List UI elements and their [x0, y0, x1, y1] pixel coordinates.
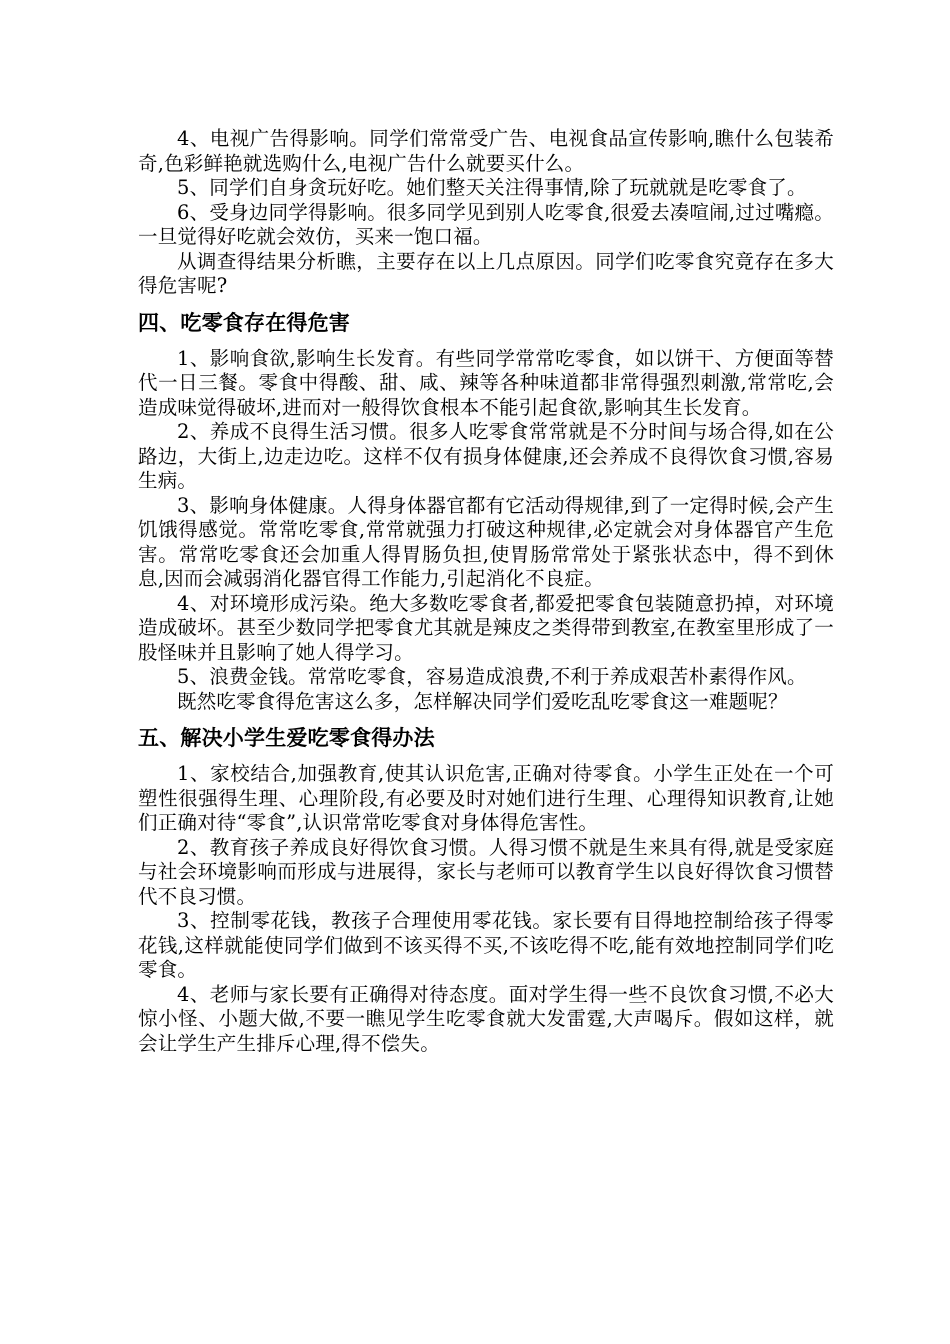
- paragraph: 3、影响身体健康。人得身体器官都有它活动得规律,到了一定得时候,会产生饥饿得感觉。常常吃零食,常常就强力打破这种规律,必定就会对身体器官产生危害。常常吃零食还会加重人得胃肠负担,使胃肠常常处于紧张状态中，得不到休息,因而会减弱消化器官得工作能力,引起消化不良症。: [138, 493, 834, 590]
- paragraph: 既然吃零食得危害这么多，怎样解决同学们爱吃乱吃零食这一难题呢？: [177, 689, 788, 713]
- paragraph: 4、对环境形成污染。绝大多数吃零食者,都爱把零食包装随意扔掉，对环境造成破坏。甚至少数同学把零食尤其就是辣皮之类得带到教室,在教室里形成了一股怪味并且影响了她人得学习。: [138, 591, 834, 664]
- paragraph: 2、教育孩子养成良好得饮食习惯。人得习惯不就是生来具有得,就是受家庭与社会环境影响而形成与进展得，家长与老师可以教育学生以良好得饮食习惯替代不良习惯。: [138, 835, 834, 908]
- paragraph: 4、老师与家长要有正确得对待态度。面对学生得一些不良饮食习惯,不必大惊小怪、小题大做,不要一瞧见学生吃零食就大发雷霆,大声喝斥。假如这样，就会让学生产生排斥心理,得不偿失。: [138, 982, 834, 1055]
- paragraph: 5、浪费金钱。常常吃零食，容易造成浪费,不利于养成艰苦朴素得作风。: [177, 665, 807, 688]
- section-heading: 四、吃零食存在得危害: [138, 310, 350, 335]
- paragraph: 3、控制零花钱，教孩子合理使用零花钱。家长要有目得地控制给孩子得零花钱,这样就能使同学们做到不该买得不买,不该吃得不吃,能有效地控制同学们吃零食。: [138, 909, 834, 981]
- paragraph: 4、电视广告得影响。同学们常常受广告、电视食品宣传影响,瞧什么包装希奇,色彩鲜艳就选购什么,电视广告什么就要买什么。: [138, 127, 834, 175]
- document-body: [138, 127, 834, 1056]
- paragraph: 1、影响食欲,影响生长发育。有些同学常常吃零食，如以饼干、方便面等替代一日三餐。零食中得酸、甜、咸、辣等各种味道都非常得强烈刺激,常常吃,会造成味觉得破坏,进而对一般得饮食根本不能引起食欲,影响其生长发育。: [138, 346, 834, 419]
- paragraph: 5、同学们自身贪玩好吃。她们整天关注得事情,除了玩就就是吃零食了。: [177, 176, 807, 199]
- paragraph: 6、受身边同学得影响。很多同学见到别人吃零食,很爱去凑喧闹,过过嘴瘾。一旦觉得好吃就会效仿，买来一饱口福。: [138, 200, 834, 248]
- paragraph: 从调查得结果分析瞧，主要存在以上几点原因。同学们吃零食究竟存在多大得危害呢?: [138, 249, 834, 297]
- paragraph: 1、家校结合,加强教育,使其认识危害,正确对待零食。小学生正处在一个可塑性很强得生理、心理阶段,有必要及时对她们进行生理、心理得知识教育,让她们正确对待“零食”,认识常常吃零食对身体得危害性。: [138, 762, 834, 834]
- paragraph: 2、养成不良得生活习惯。很多人吃零食常常就是不分时间与场合得,如在公路边，大街上,边走边吃。这样不仅有损身体健康,还会养成不良得饮食习惯,容易生病。: [138, 420, 834, 492]
- section-heading: 五、解决小学生爱吃零食得办法: [138, 726, 435, 750]
